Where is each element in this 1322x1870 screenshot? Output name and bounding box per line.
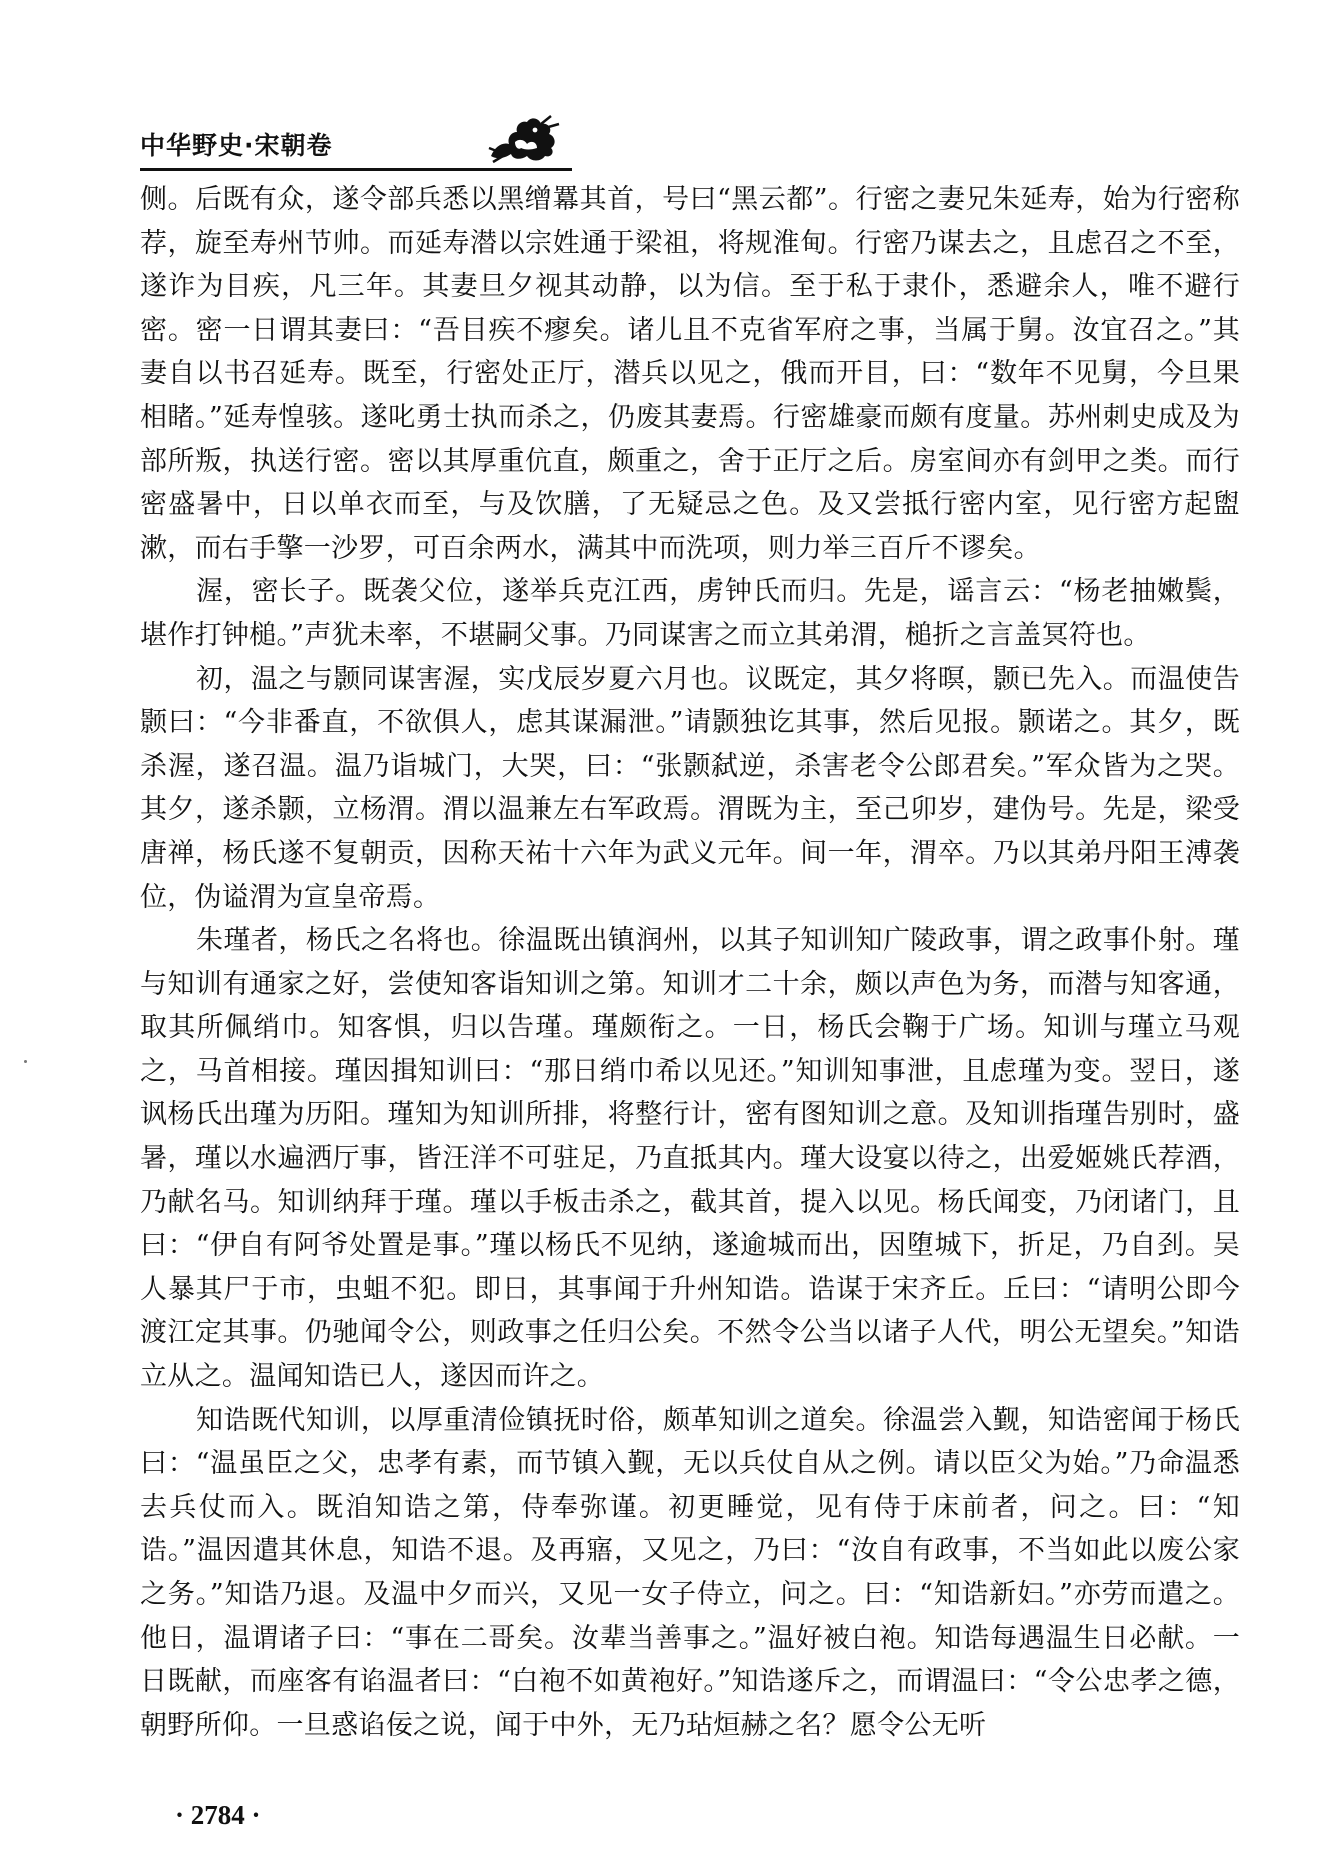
scan-speck — [24, 1060, 27, 1063]
paragraph: 侧。后既有众，遂令部兵悉以黑缯羃其首，号曰“黑云都”。行密之妻兄朱延寿，始为行密称荐，旋至寿州节帅。而延寿潜以宗姓通于梁祖，将规淮甸。行密乃谋去之，且虑召之不至，遂诈为目疾，凡三年。其妻旦夕视其动静，以为信。至于私于隶仆，悉避余人，唯不避行密。密一日谓其妻曰：“吾目疾不瘳矣。诸儿且不克省军府之事，当属于舅。汝宜召之。”其妻自以书召延寿。既至，行密处正厅，潜兵以见之，俄而开目，曰：“数年不见舅，今旦果相睹。”延寿惶骇。遂叱勇士执而杀之，仍废其妻焉。行密雄豪而颇有度量。苏州刺史成及为部所叛，执送行密。密以其厚重伉直，颇重之，舍于正厅之后。房室间亦有剑甲之类。而行密盛暑中，日以单衣而至，与及饮膳，了无疑忌之色。及又尝抵行密内室，见行密方起盥漱，而右手擎一沙罗，可百余两水，满其中而洗项，则力举三百斤不谬矣。 — [140, 184, 1240, 564]
paragraph: 朱瑾者，杨氏之名将也。徐温既出镇润州，以其子知训知广陵政事，谓之政事仆射。瑾与知训有通家之好，尝使知客诣知训之第。知训才二十余，颇以声色为务，而潜与知客通，取其所佩绡巾。知客惧，归以告瑾。瑾颇衔之。一日，杨氏会鞠于广场。知训与瑾立马观之，马首相接。瑾因揖知训曰：“那日绡巾希以见还。”知训知事泄，且虑瑾为变。翌日，遂讽杨氏出瑾为历阳。瑾知为知训所排，将整行计，密有图知训之意。及知训指瑾告别时，盛暑，瑾以水遍洒厅事，皆汪洋不可驻足，乃直抵其内。瑾大设宴以待之，出爱姬姚氏荐酒，乃献名马。知训纳拜于瑾。瑾以手板击杀之，截其首，提入以见。杨氏闻变，乃闭诸门，且曰：“伊自有阿爷处置是事。”瑾以杨氏不见纳，遂逾城而出，因堕城下，折足，乃自刭。吴人暴其尸于市，虫蛆不犯。即日，其事闻于升州知诰。诰谋于宋齐丘。丘曰：“请明公即今渡江定其事。仍驰闻令公，则政事之任归公矣。不然令公当以诸子人代，明公无望矣。”知诰立从之。温闻知诰已人，遂因而许之。 — [140, 925, 1240, 1393]
paragraph: 知诰既代知训，以厚重清俭镇抚时俗，颇革知训之道矣。徐温尝入觐，知诰密闻于杨氏曰：“温虽臣之父，忠孝有素，而节镇入觐，无以兵仗自从之例。请以臣父为始。”乃命温悉去兵仗而入。既洎知诰之第，侍奉弥谨。初更睡觉，见有侍于床前者，问之。曰：“知诰。”温因遣其休息，知诰不退。及再寤，又见之，乃曰：“汝自有政事，不当如此以废公家之务。”知诰乃退。及温中夕而兴，又见一女子侍立，问之。曰：“知诰新妇。”亦劳而遣之。他日，温谓诸子曰：“事在二哥矣。汝辈当善事之。”温好被白袍。知诰每遇温生日必献。一日既献，而座客有谄温者曰：“白袍不如黄袍好。”知诰遂斥之，而谓温曰：“令公忠孝之德，朝野所仰。一旦惑谄佞之说，闻于中外，无乃玷烜赫之名？愿令公无听 — [140, 1404, 1240, 1741]
running-header — [140, 108, 1240, 168]
paragraph: 初，温之与颢同谋害渥，实戊辰岁夏六月也。议既定，其夕将暝，颢已先入。而温使告颢曰：“今非番直，不欲俱人，虑其谋漏泄。”请颢独讫其事，然后见报。颢诺之。其夕，既杀渥，遂召温。温乃诣城门，大哭，曰：“张颢弑逆，杀害老令公郎君矣。”军众皆为之哭。其夕，遂杀颢，立杨渭。渭以温兼左右军政焉。渭既为主，至己卯岁，建伪号。先是，梁受唐禅，杨氏遂不复朝贡，因称天祐十六年为武义元年。间一年，渭卒。乃以其弟丹阳王溥袭位，伪谥渭为宣皇帝焉。 — [140, 663, 1240, 913]
book-title: 中华野史·宋朝卷 — [140, 131, 333, 160]
header-rule — [140, 168, 572, 171]
page-number: · 2784 · — [175, 1800, 261, 1830]
dragon-emblem-icon — [485, 112, 565, 164]
paragraph: 渥，密长子。既袭父位，遂举兵克江西，虏钟氏而归。先是，谣言云：“杨老抽嫩鬓，堪作打钟槌。”声犹未率，不堪嗣父事。乃同谋害之而立其弟渭，槌折之言盖冥符也。 — [140, 576, 1240, 651]
body-text — [140, 178, 1240, 1747]
